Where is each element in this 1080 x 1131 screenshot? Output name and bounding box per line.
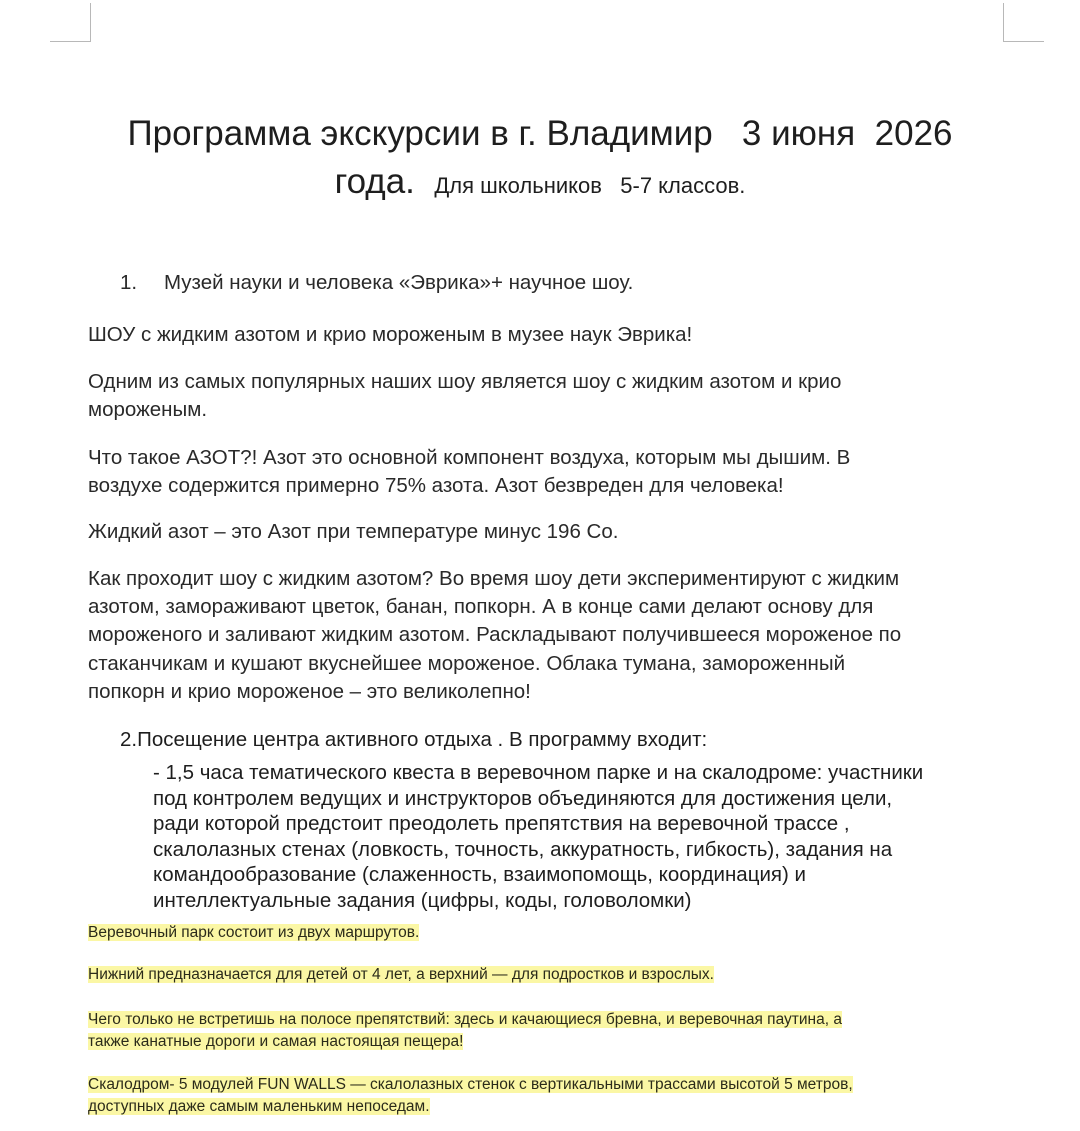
- list-item-2-bullet: [153, 760, 1033, 913]
- title-year-word: года.: [334, 162, 415, 201]
- paragraph-liquid-nitrogen: Жидкий азот – это Азот при температуре минус 196 Со.: [88, 520, 619, 543]
- highlight-routes-text: Нижний предназначается для детей от 4 лет, а верхний — для подростков и взрослых.: [88, 966, 714, 983]
- highlight-rope-park: [88, 922, 419, 944]
- bullet-line-3: ради которой предстоит преодолеть препятствия на веревочной трассе ,: [153, 812, 850, 835]
- paragraph-nitrogen-line-2: воздухе содержится примерно 75% азота. Азот безвреден для человека!: [88, 474, 784, 497]
- list-item-2: 2.Посещение центра активного отдыха . В программу входит:: [120, 728, 708, 751]
- bullet-line-6: интеллектуальные задания (цифры, коды, головоломки): [153, 888, 692, 912]
- page-corner-mark-right: [1003, 3, 1044, 42]
- highlight-obstacles: [88, 1009, 842, 1053]
- paragraph-popular-line-1: Одним из самых популярных наших шоу является шоу с жидким азотом и крио: [88, 370, 842, 393]
- bullet-line-1: - 1,5 часа тематического квеста в веревочном парке и на скалодроме: участники: [153, 761, 924, 784]
- page-corner-mark-left: [50, 3, 91, 42]
- paragraph-how-line-3: мороженого и заливают жидким азотом. Раскладывают получившееся мороженое по: [88, 623, 902, 646]
- highlight-climbing-wall-line-1: Скалодром- 5 модулей FUN WALLS — скалолазных стенок с вертикальными трассами высотой 5 метров,: [88, 1076, 853, 1093]
- paragraph-how-line-2: азотом, замораживают цветок, банан, попкорн. А в конце сами делают основу для: [88, 595, 874, 618]
- title-audience: Для школьников 5-7 классов.: [434, 173, 746, 198]
- bullet-line-4: скалолазных стенах (ловкость, точность, аккуратность, гибкость), задания на: [153, 837, 893, 861]
- paragraph-how-line-1: Как проходит шоу с жидким азотом? Во время шоу дети экспериментируют с жидким: [88, 567, 900, 590]
- list-item-1-number: 1.: [120, 271, 138, 294]
- list-item-1-text: Музей науки и человека «Эврика»+ научное шоу.: [164, 271, 634, 294]
- highlight-routes: [88, 964, 714, 986]
- title-line-2: [60, 158, 1020, 210]
- paragraph-how-line-5: попкорн и крио мороженое – это великолепно!: [88, 680, 531, 703]
- paragraph-popular-line-2: мороженым.: [88, 398, 208, 421]
- highlight-obstacles-line-2: также канатные дороги и самая настоящая пещера!: [88, 1033, 464, 1050]
- list-item-1: [120, 269, 633, 298]
- paragraph-nitrogen-line-1: Что такое АЗОТ?! Азот это основной компонент воздуха, которым мы дышим. В: [88, 446, 851, 469]
- document-title: [60, 110, 1020, 210]
- highlight-climbing-wall: [88, 1074, 853, 1118]
- paragraph-how-line-4: стаканчикам и кушают вкуснейшее мороженое. Облака тумана, замороженный: [88, 652, 846, 675]
- highlight-climbing-wall-line-2: доступных даже самым маленьким непоседам.: [88, 1098, 430, 1115]
- title-line-1: Программа экскурсии в г. Владимир 3 июня 2026: [127, 114, 953, 153]
- bullet-line-5: командообразование (слаженность, взаимопомощь, координация) и: [153, 863, 806, 886]
- bullet-line-2: под контролем ведущих и инструкторов объединяются для достижения цели,: [153, 786, 893, 810]
- highlight-obstacles-line-1: Чего только не встретишь на полосе препятствий: здесь и качающиеся бревна, и веревочная паутина, а: [88, 1011, 842, 1028]
- highlight-rope-park-text: Веревочный парк состоит из двух маршрутов.: [88, 924, 420, 941]
- paragraph-show: ШОУ с жидким азотом и крио мороженым в музее наук Эврика!: [88, 323, 693, 346]
